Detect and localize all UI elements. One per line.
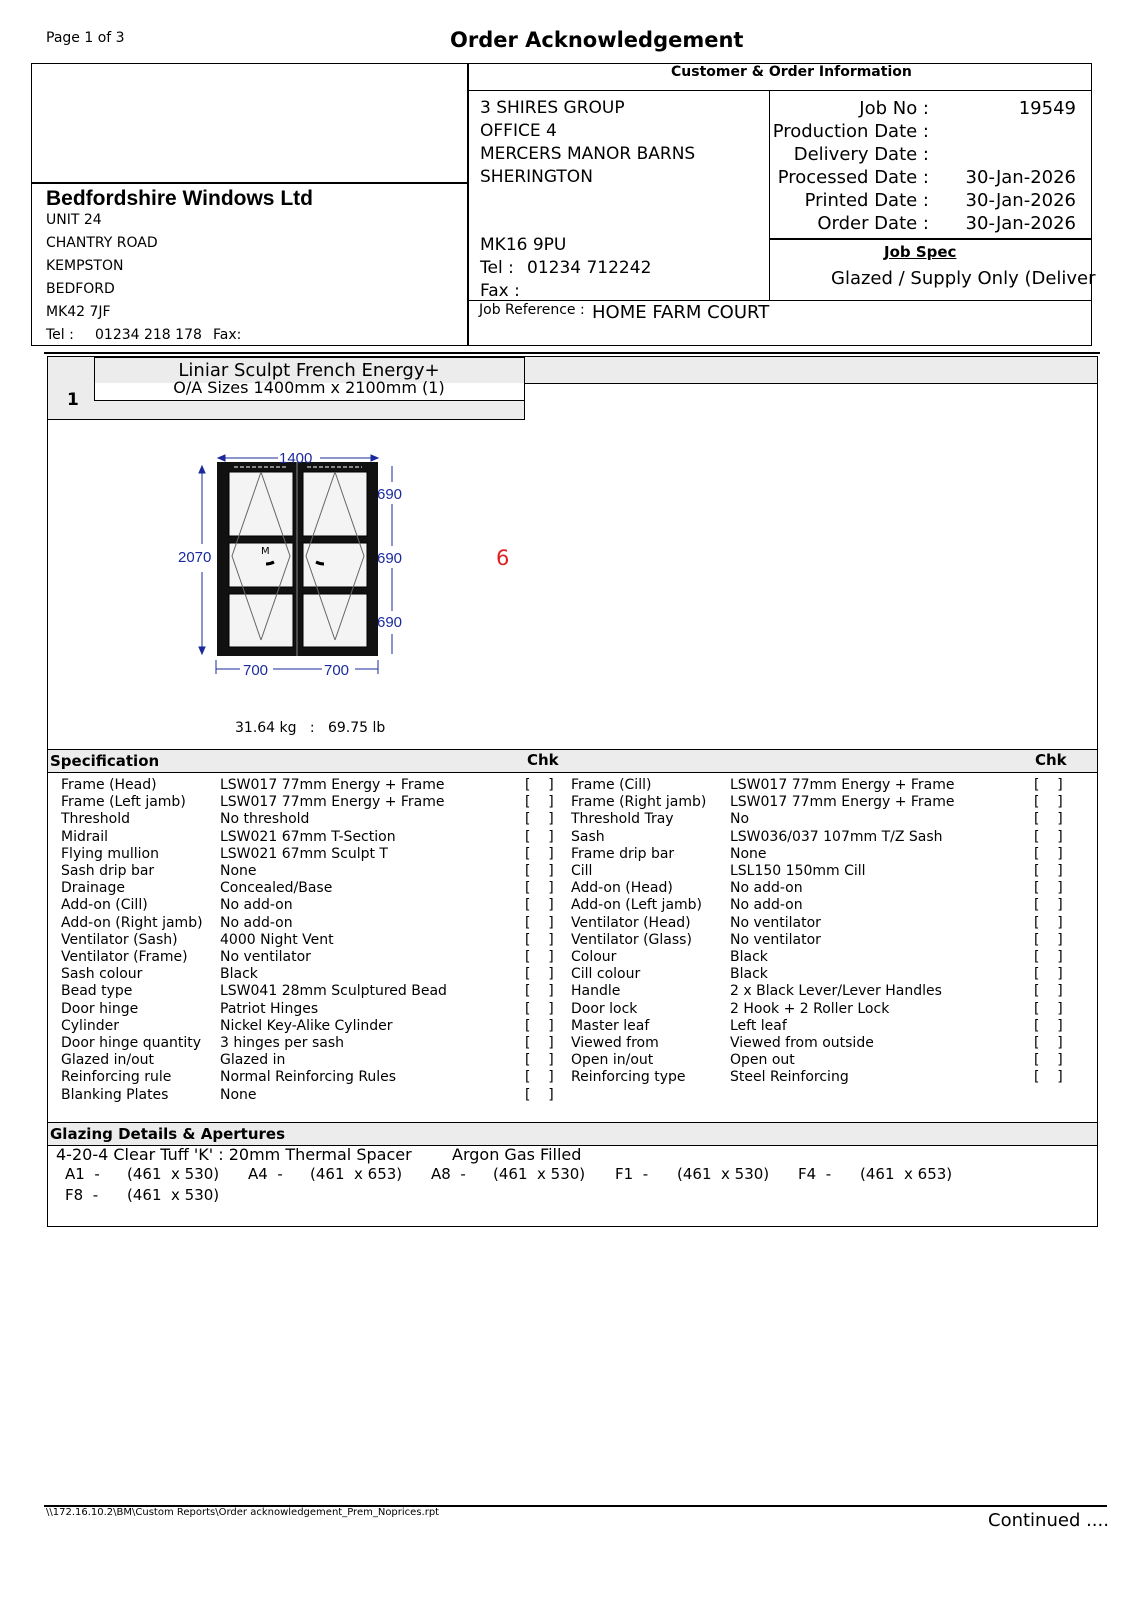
item-title-block [95,362,523,396]
check-box[interactable]: [ ] [1034,1069,1063,1086]
customer-postcode: MK16 9PU [480,235,567,255]
weight-separator: : [309,720,315,736]
customer-section-title: Customer & Order Information [671,64,912,80]
check-box[interactable]: [ ] [525,983,554,1000]
item-divider [94,400,524,401]
continued-label: Continued .... [988,1510,1109,1531]
spec-label: Ventilator (Head) [571,914,691,931]
spec-label: Reinforcing type [571,1069,686,1086]
check-box[interactable]: [ ] [525,897,554,914]
check-box[interactable]: [ ] [525,914,554,931]
check-box[interactable]: [ ] [1034,1017,1063,1034]
header-divider [467,90,1092,91]
supplier-tel-label: Tel : [46,327,74,343]
spec-label: Bead type [61,983,133,1000]
item-divider [524,383,1097,384]
aperture-code: F4 - [798,1165,832,1183]
spec-value: LSW017 77mm Energy + Frame [220,777,445,793]
spec-value: LSW017 77mm Energy + Frame [730,777,955,793]
spec-label: Ventilator (Sash) [61,931,178,948]
spec-label: Add-on (Left jamb) [571,897,703,914]
spec-value: Concealed/Base [220,880,333,897]
page-number: Page 1 of 3 [46,30,125,46]
overall-height-label: 2070 [178,549,212,566]
order-date-value: 30-Jan-2026 [965,213,1076,234]
aperture-size: (461 x 530) [677,1165,770,1183]
item-weight [235,720,385,736]
item-divider [94,357,525,358]
job-reference-value: HOME FARM COURT [592,302,770,323]
spec-label: Add-on (Right jamb) [61,914,203,931]
spec-label: Sash colour [61,966,143,983]
pane-height-label: 690 [377,614,403,631]
glass-pane [303,543,367,587]
spec-value: No add-on [220,914,293,931]
check-box[interactable]: [ ] [525,1000,554,1017]
dimension-arrow [199,647,205,654]
spec-value: 2 Hook + 2 Roller Lock [730,1000,890,1017]
production-date-label: Production Date : [772,121,929,142]
item-divider [48,419,525,420]
spec-value: LSW021 67mm T-Section [220,828,396,845]
spec-value: 4000 Night Vent [220,931,334,948]
printed-date-label: Printed Date : [804,190,929,211]
item-marker: 6 [496,546,510,570]
spec-value: No [730,811,750,828]
spec-value: LSW021 67mm Sculpt T [220,845,388,862]
check-box[interactable]: [ ] [525,880,554,897]
customer-line: OFFICE 4 [480,121,557,141]
weight-lb: 69.75 lb [327,720,386,736]
supplier-address-line: UNIT 24 [46,212,102,228]
spec-value: LSW017 77mm Energy + Frame [730,794,955,811]
spec-value: Glazed in [220,1052,286,1069]
job-no-value: 19549 [1018,98,1076,119]
spec-value: No ventilator [730,931,821,948]
spec-label: Glazed in/out [61,1052,155,1069]
french-door-drawing [170,444,430,699]
spec-label: Colour [571,949,617,965]
supplier-tel: 01234 218 178 [95,327,202,343]
supplier-fax-label: Fax: [213,327,242,343]
spec-value: No ventilator [730,914,821,931]
report-path: \\172.16.10.2\BM\Custom Reports\Order acknowledgement_Prem_Noprices.rpt [46,1507,440,1518]
spec-value: LSL150 150mm Cill [730,863,866,879]
item-top-rule [44,352,1100,354]
overall-width-label: 1400 [279,450,313,467]
spec-label: Add-on (Head) [571,880,673,897]
processed-date-value: 30-Jan-2026 [965,167,1076,188]
check-box[interactable]: [ ] [525,931,554,948]
leaf-width-label: 700 [324,662,350,679]
spec-label: Blanking Plates [61,1086,169,1103]
spec-label: Door lock [571,1000,638,1017]
customer-tel: 01234 712242 [527,258,652,278]
spec-label: Door hinge [61,1000,139,1017]
spec-label: Open in/out [571,1052,654,1069]
spec-label: Midrail [61,828,108,845]
check-box[interactable]: [ ] [525,949,554,965]
check-box[interactable]: [ ] [1034,1000,1063,1017]
glass-pane [303,472,367,536]
printed-date-value: 30-Jan-2026 [965,190,1076,211]
glass-pane [229,472,293,536]
spec-value: None [220,863,257,879]
spec-label: Cill colour [571,966,641,983]
spec-value: LSW041 28mm Sculptured Bead [220,983,447,1000]
master-leaf-mark: M [261,546,270,557]
glass-unit-spec: 4-20-4 Clear Tuff 'K' : 20mm Thermal Spacer [56,1145,412,1164]
processed-date-label: Processed Date : [777,167,929,188]
check-box[interactable]: [ ] [525,777,554,793]
spec-label: Frame (Right jamb) [571,794,707,811]
spec-value: Patriot Hinges [220,1000,319,1017]
spec-label: Threshold [61,811,130,828]
spec-value: No add-on [220,897,293,914]
pane-height-label: 690 [377,550,403,567]
aperture-size: (461 x 530) [127,1165,220,1183]
spec-chk-label: Chk [1035,751,1067,769]
check-box[interactable]: [ ] [1034,811,1063,828]
item-number: 1 [67,390,79,410]
spec-value: Nickel Key-Alike Cylinder [220,1017,393,1034]
spec-label: Ventilator (Frame) [61,949,188,965]
document-title: Order Acknowledgement [450,28,744,52]
supplier-address-line: MK42 7JF [46,304,111,320]
header-divider [467,63,469,346]
spec-title: Specification [50,752,160,770]
customer-fax-label: Fax : [480,281,520,301]
spec-value: Normal Reinforcing Rules [220,1069,397,1086]
aperture-code: A1 - [65,1165,100,1183]
supplier-name: Bedfordshire Windows Ltd [46,187,313,210]
check-box[interactable]: [ ] [525,966,554,983]
spec-header-bar [48,749,1097,773]
item-sizes: O/A Sizes 1400mm x 2100mm (1) [173,378,445,397]
customer-line: SHERINGTON [480,167,593,187]
spec-label: Threshold Tray [571,811,674,828]
spec-value: Open out [730,1052,795,1069]
customer-line: 3 SHIRES GROUP [480,98,625,118]
spec-label: Frame (Head) [61,777,157,793]
spec-label: Drainage [61,880,125,897]
dimension-arrow [218,455,225,461]
supplier-address-line: CHANTRY ROAD [46,235,158,251]
spec-label: Ventilator (Glass) [571,931,692,948]
spec-value: Black [220,966,258,983]
spec-value: 3 hinges per sash [220,1035,344,1051]
spec-label: Handle [571,983,621,1000]
item-title: Liniar Sculpt French Energy+ [178,360,440,381]
check-box[interactable]: [ ] [525,1069,554,1086]
customer-tel-label: Tel : [480,258,514,278]
spec-value: No add-on [730,897,803,914]
aperture-size: (461 x 653) [310,1165,403,1183]
glazing-title: Glazing Details & Apertures [50,1125,286,1143]
check-box[interactable]: [ ] [525,863,554,879]
check-box[interactable]: [ ] [525,845,554,862]
spec-label: Master leaf [571,1017,650,1034]
spec-value: LSW017 77mm Energy + Frame [220,794,445,811]
supplier-address-line: BEDFORD [46,281,115,297]
aperture-size: (461 x 653) [860,1165,953,1183]
item-divider [524,357,525,420]
aperture-size: (461 x 530) [127,1186,220,1204]
delivery-date-label: Delivery Date : [793,144,929,165]
spec-value: No add-on [730,880,803,897]
spec-label: Add-on (Cill) [61,897,148,914]
spec-value: 2 x Black Lever/Lever Handles [730,983,942,1000]
aperture-code: A4 - [248,1165,283,1183]
customer-line: MERCERS MANOR BARNS [480,144,696,164]
dimension-arrow [199,466,205,473]
check-box[interactable]: [ ] [525,811,554,828]
check-box[interactable]: [ ] [1034,931,1063,948]
spec-label: Sash drip bar [61,863,155,879]
spec-label: Flying mullion [61,845,159,862]
leaf-width-label: 700 [243,662,269,679]
spec-label: Sash [571,828,605,845]
spec-label: Frame (Cill) [571,777,652,793]
aperture-size: (461 x 530) [493,1165,586,1183]
header-divider [31,182,468,184]
gas-fill: Argon Gas Filled [452,1145,582,1164]
check-box[interactable]: [ ] [525,794,554,811]
header-divider [467,300,1092,301]
spec-label: Door hinge quantity [61,1035,202,1051]
spec-chk-label: Chk [527,751,559,769]
job-spec-title: Job Spec [884,243,957,261]
pane-height-label: 690 [377,486,403,503]
spec-value: Viewed from outside [730,1035,874,1051]
check-box[interactable]: [ ] [525,828,554,845]
check-box[interactable]: [ ] [525,1086,554,1103]
job-spec-value: Glazed / Supply Only (Deliver [831,268,1096,289]
header-divider [769,238,1092,240]
check-box[interactable]: [ ] [1034,794,1063,811]
aperture-code: F1 - [615,1165,649,1183]
job-reference-label: Job Reference : [479,302,585,318]
check-box[interactable]: [ ] [1034,880,1063,897]
spec-value: None [730,845,767,862]
check-box[interactable]: [ ] [1034,914,1063,931]
check-box[interactable]: [ ] [525,1052,554,1069]
dimension-arrow [371,455,378,461]
spec-value: Black [730,966,768,983]
spec-value: Left leaf [730,1017,787,1034]
supplier-address-line: KEMPSTON [46,258,124,274]
spec-label: Cill [571,863,593,879]
check-box[interactable]: [ ] [1034,828,1063,845]
spec-value: No threshold [220,811,310,828]
spec-value: Steel Reinforcing [730,1069,849,1086]
weight-kg: 31.64 kg [235,720,297,736]
spec-label: Cylinder [61,1017,119,1034]
check-box[interactable]: [ ] [1034,983,1063,1000]
check-box[interactable]: [ ] [1034,777,1063,793]
check-box[interactable]: [ ] [1034,863,1063,879]
aperture-code: F8 - [65,1186,99,1204]
check-box[interactable]: [ ] [525,1035,554,1051]
spec-label: Frame (Left jamb) [61,794,186,811]
order-date-label: Order Date : [817,213,929,234]
job-no-label: Job No : [859,98,929,119]
item-title-shade [94,400,524,419]
check-box[interactable]: [ ] [1034,1052,1063,1069]
spec-value: None [220,1086,257,1103]
spec-value: No ventilator [220,949,311,965]
check-box[interactable]: [ ] [1034,1035,1063,1051]
aperture-code: A8 - [431,1165,466,1183]
spec-value: Black [730,949,768,965]
check-box[interactable]: [ ] [1034,966,1063,983]
check-box[interactable]: [ ] [1034,897,1063,914]
spec-value: LSW036/037 107mm T/Z Sash [730,828,943,845]
check-box[interactable]: [ ] [1034,845,1063,862]
spec-label: Viewed from [571,1035,659,1051]
check-box[interactable]: [ ] [525,1017,554,1034]
spec-label: Reinforcing rule [61,1069,172,1086]
spec-label: Frame drip bar [571,845,675,862]
check-box[interactable]: [ ] [1034,949,1063,965]
